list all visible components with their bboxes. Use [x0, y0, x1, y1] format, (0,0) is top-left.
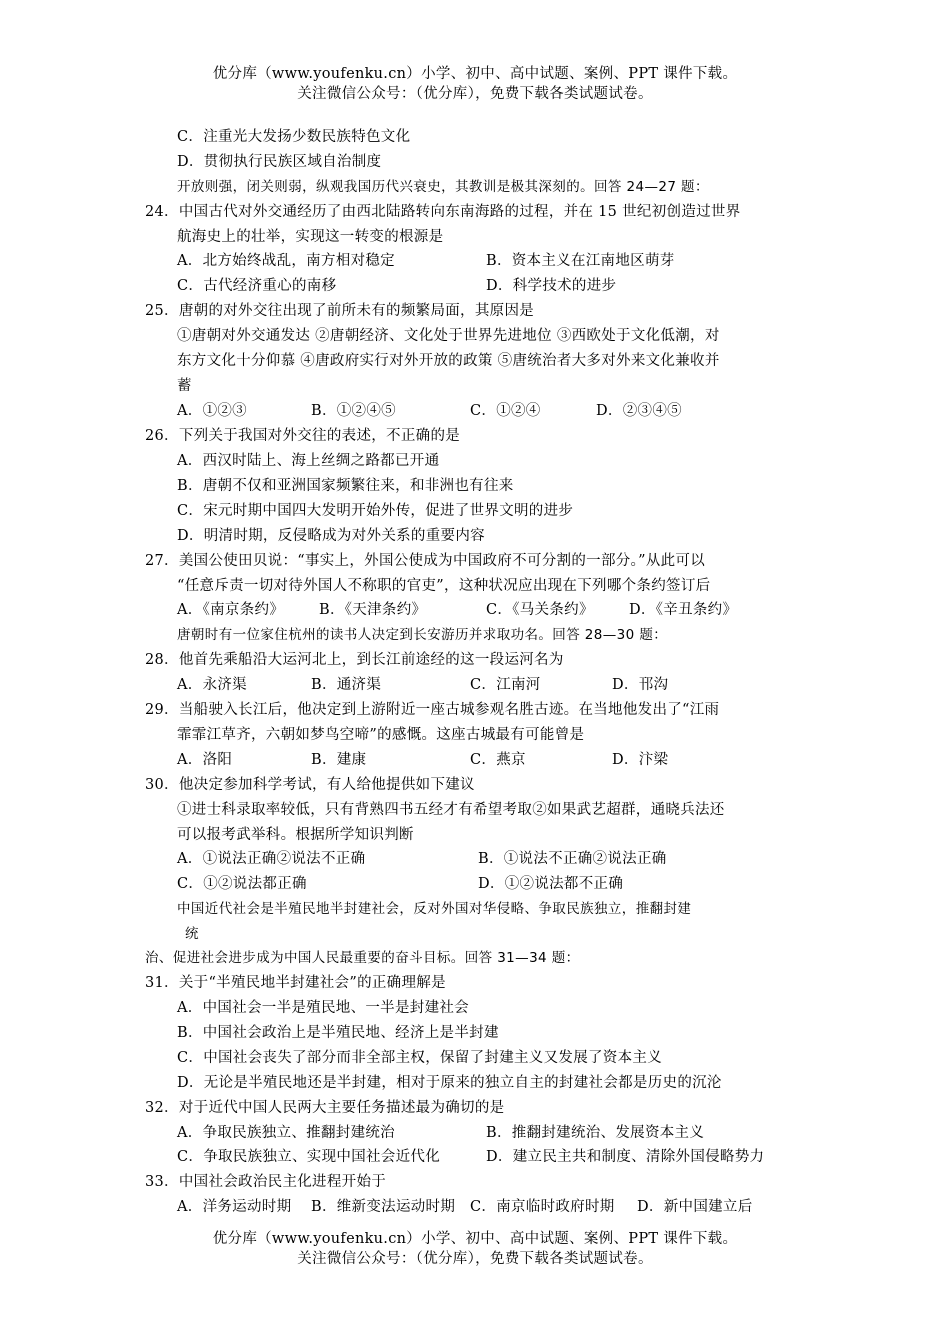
question-24-option-a: A．北方始终战乱，南方相对稳定	[177, 253, 395, 269]
question-33-option-a: A．洋务运动时期	[177, 1199, 292, 1215]
question-27-option-b: B．《天津条约》	[319, 602, 427, 618]
question-33-option-d: D．新中国建立后	[637, 1199, 753, 1215]
question-29-option-a: A．洛阳	[177, 752, 233, 768]
question-31-option-c: C．中国社会丧失了部分而非全部主权，保留了封建主义又发展了资本主义	[177, 1050, 662, 1066]
question-26-option-a: A．西汉时陆上、海上丝绸之路都已开通	[177, 453, 440, 469]
question-31-option-d: D．无论是半殖民地还是半封建，相对于原来的独立自主的封建社会都是历史的沉沦	[177, 1075, 722, 1091]
question-25-option-a: A．①②③	[177, 403, 247, 419]
question-33-option-b: B．维新变法运动时期	[311, 1199, 456, 1215]
question-25-option-d: D．②③④⑤	[596, 403, 682, 419]
question-26-option-c: C．宋元时期中国四大发明开始外传，促进了世界文明的进步	[177, 503, 574, 519]
question-27-stem: 27．美国公使田贝说：“事实上，外国公使成为中国政府不可分割的一部分。”从此可以	[145, 553, 706, 569]
question-31-option-a: A．中国社会一半是殖民地、一半是封建社会	[177, 1000, 469, 1016]
question-29-option-c: C．燕京	[470, 752, 526, 768]
question-26-option-b: B．唐朝不仅和亚洲国家频繁往来，和非洲也有往来	[177, 478, 514, 494]
question-32-stem: 32．对于近代中国人民两大主要任务描述最为确切的是	[145, 1100, 505, 1116]
question-30-stem: 30．他决定参加科学考试，有人给他提供如下建议	[145, 777, 475, 793]
question-31-option-b: B．中国社会政治上是半殖民地、经济上是半封建	[177, 1025, 499, 1041]
question-31-stem: 31．关于“半殖民地半封建社会”的正确理解是	[145, 975, 446, 991]
footer-line-2: 关注微信公众号：（优分库），免费下载各类试题试卷。	[297, 1251, 653, 1267]
question-30-option-b: B．①说法不正确②说法正确	[478, 851, 667, 867]
section-intro-28-30: 唐朝时有一位家住杭州的读书人决定到长安游历并求取功名。回答 28—30 题：	[177, 627, 668, 643]
question-32-option-d: D．建立民主共和制度、清除外国侵略势力	[486, 1149, 765, 1165]
question-25-option-b: B．①②④⑤	[311, 403, 396, 419]
question-33-option-c: C．南京临时政府时期	[470, 1199, 615, 1215]
section-intro-24-27: 开放则强，闭关则弱，纵观我国历代兴衰史，其教训是极其深刻的。回答 24—27 题：	[177, 179, 709, 195]
question-30-option-c: C．①②说法都正确	[177, 876, 307, 892]
question-29-stem: 29．当船驶入长江后，他决定到上游附近一座古城参观名胜古迹。在当地他发出了“江雨	[145, 702, 720, 718]
question-25-stem-cont-3: 蓄	[177, 378, 192, 394]
footer-line-1: 优分库（www.youfenku.cn）小学、初中、高中试题、案例、PPT 课件下载。	[212, 1231, 738, 1247]
question-28-option-d: D．邗沟	[612, 677, 669, 693]
header-line-1: 优分库（www.youfenku.cn）小学、初中、高中试题、案例、PPT 课件下载。	[212, 66, 738, 82]
header-line-2: 关注微信公众号：（优分库），免费下载各类试题试卷。	[297, 86, 653, 102]
question-25-stem-cont-1: ①唐朝对外交通发达 ②唐朝经济、文化处于世界先进地位 ③西欧处于文化低潮，对	[177, 328, 720, 344]
question-29-option-b: B．建康	[311, 752, 367, 768]
question-24-stem: 24．中国古代对外交通经历了由西北陆路转向东南海路的过程，并在 15 世纪初创造过世界	[145, 204, 741, 220]
question-28-stem: 28．他首先乘船沿大运河北上，到长江前途经的这一段运河名为	[145, 652, 564, 668]
question-25-stem: 25．唐朝的对外交往出现了前所未有的频繁局面，其原因是	[145, 303, 535, 319]
question-28-option-b: B．通济渠	[311, 677, 382, 693]
question-28-option-c: C．江南河	[470, 677, 541, 693]
question-32-option-a: A．争取民族独立、推翻封建统治	[177, 1125, 395, 1141]
question-33-stem: 33．中国社会政治民主化进程开始于	[145, 1174, 387, 1190]
question-25-option-c: C．①②④	[470, 403, 541, 419]
question-30-option-a: A．①说法正确②说法不正确	[177, 851, 366, 867]
question-29-option-d: D．汴梁	[612, 752, 669, 768]
question-30-option-d: D．①②说法都不正确	[478, 876, 624, 892]
question-30-stem-cont-1: ①进士科录取率较低，只有背熟四书五经才有希望考取②如果武艺超群，通晓兵法还	[177, 802, 725, 818]
question-32-option-b: B．推翻封建统治、发展资本主义	[486, 1125, 705, 1141]
question-27-option-d: D．《辛丑条约》	[629, 602, 738, 618]
question-24-option-b: B．资本主义在江南地区萌芽	[486, 253, 675, 269]
question-24-stem-cont: 航海史上的壮举，实现这一转变的根源是	[177, 229, 444, 245]
section-intro-31-34-cont-2: 治、促进社会进步成为中国人民最重要的奋斗目标。回答 31—34 题：	[145, 950, 580, 966]
section-intro-31-34: 中国近代社会是半殖民地半封建社会，反对外国对华侵略、争取民族独立，推翻封建	[177, 901, 692, 917]
question-29-stem-cont: 霏霏江草齐，六朝如梦鸟空啼”的感慨。这座古城最有可能曾是	[177, 727, 585, 743]
option-d: D．贯彻执行民族区域自治制度	[177, 154, 382, 170]
question-30-stem-cont-2: 可以报考武举科。根据所学知识判断	[177, 827, 414, 843]
question-26-option-d: D．明清时期，反侵略成为对外关系的重要内容	[177, 528, 485, 544]
question-24-option-d: D．科学技术的进步	[486, 278, 617, 294]
option-c: C．注重光大发扬少数民族特色文化	[177, 129, 411, 145]
question-24-option-c: C．古代经济重心的南移	[177, 278, 337, 294]
question-27-option-a: A．《南京条约》	[177, 602, 285, 618]
question-28-option-a: A．永济渠	[177, 677, 247, 693]
question-26-stem: 26．下列关于我国对外交往的表述，不正确的是	[145, 428, 461, 444]
question-27-stem-cont: “任意斥责一切对待外国人不称职的官吏”，这种状况应出现在下列哪个条约签订后	[177, 578, 711, 594]
question-25-stem-cont-2: 东方文化十分仰慕 ④唐政府实行对外开放的政策 ⑤唐统治者大多对外来文化兼收并	[177, 353, 720, 369]
section-intro-31-34-cont-1: 统	[185, 926, 199, 942]
question-32-option-c: C．争取民族独立、实现中国社会近代化	[177, 1149, 440, 1165]
question-27-option-c: C．《马关条约》	[486, 602, 594, 618]
